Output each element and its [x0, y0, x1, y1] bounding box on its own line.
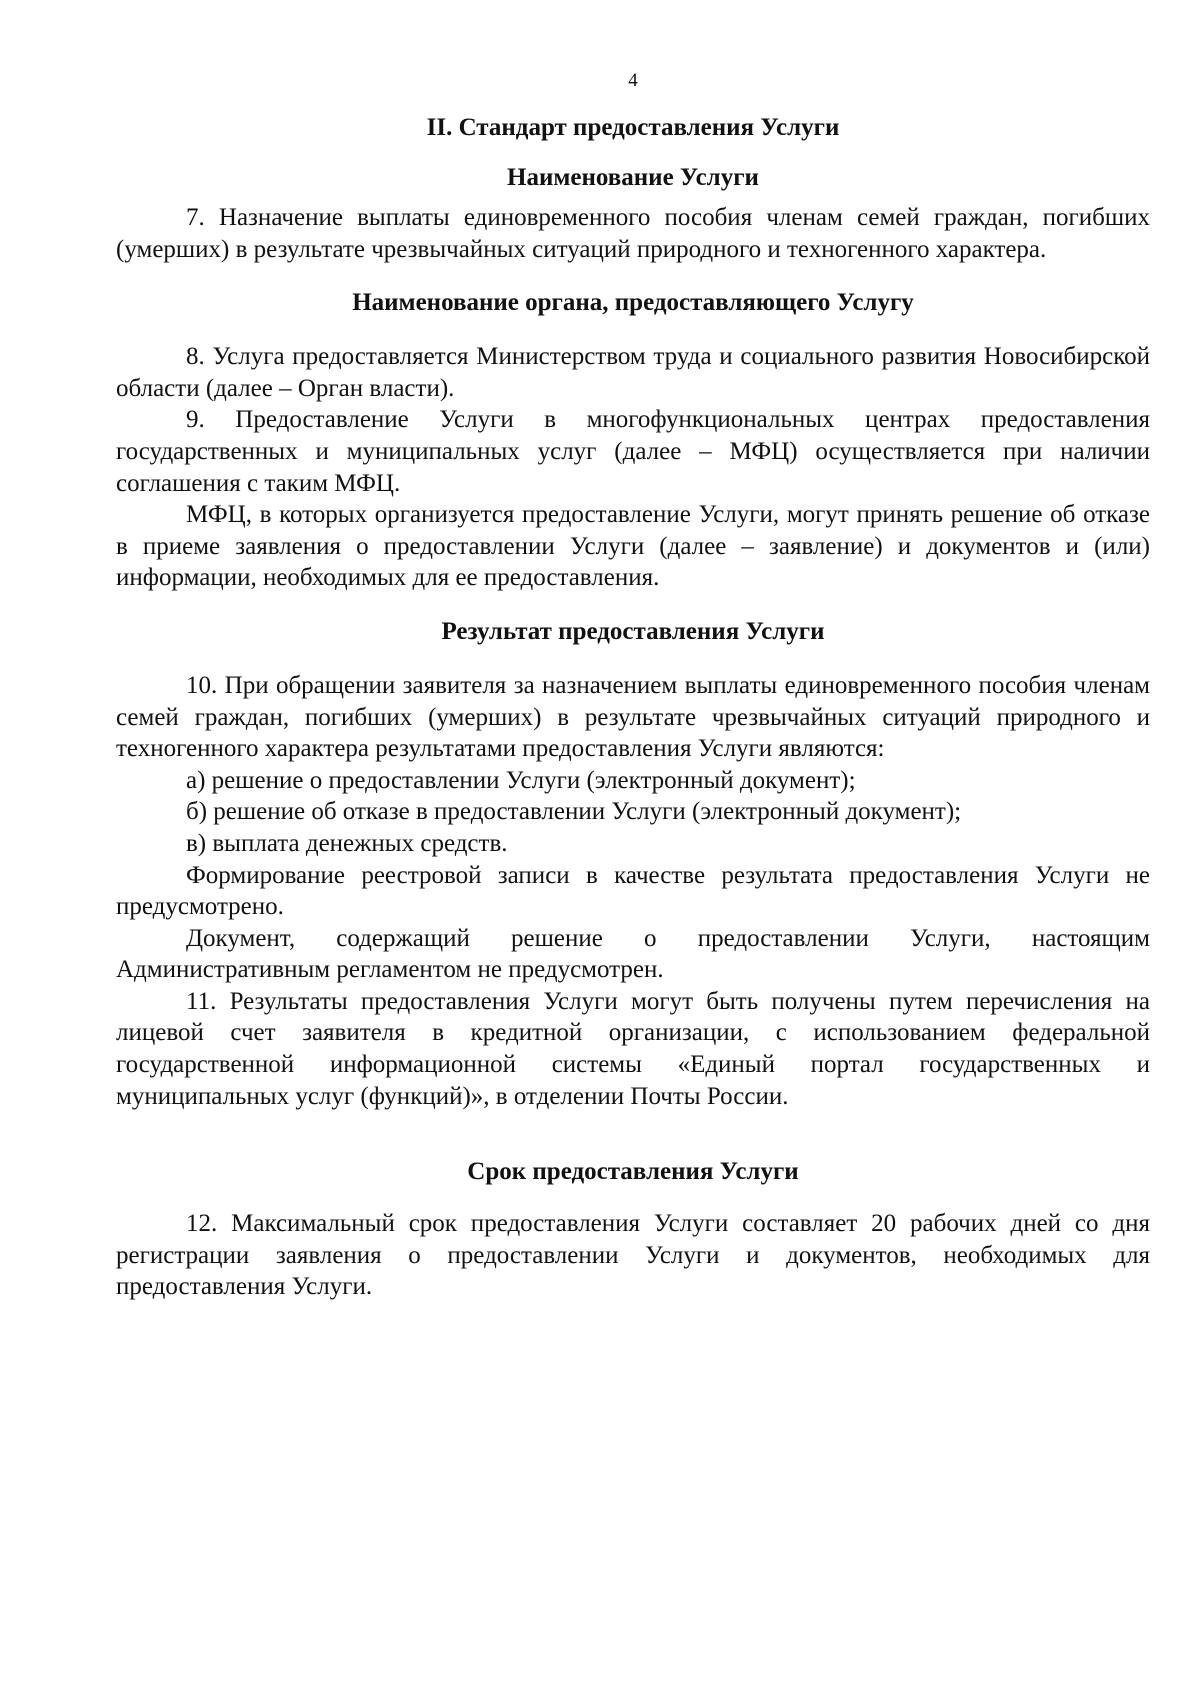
paragraph: МФЦ, в которых организуется предоставление Услуги, могут принять решение об отказе в приеме заявления о предоставлении Услуги (далее – заявление) и документов и (или) информации, необходимых для ее предоставления. [116, 501, 1150, 592]
section-title-result: Результат предоставления Услуги [441, 617, 825, 645]
chapter-title: II. Стандарт предоставления Услуги [426, 114, 840, 141]
page-number: 4 [628, 70, 638, 91]
paragraph: в) выплата денежных средств. [186, 829, 508, 857]
section-title-service-name: Наименование Услуги [507, 164, 759, 191]
paragraph: 11. Результаты предоставления Услуги могут быть получены путем перечисления на лицевой счет заявителя в кредитной организации, с использованием федеральной государственной информационной системы «Единый портал государственных и муниципальных услуг (функций)», в отделении Почты России. [116, 987, 1150, 1110]
paragraph: Формирование реестровой записи в качестве результата предоставления Услуги не предусмотрено. [116, 861, 1150, 921]
paragraph: 8. Услуга предоставляется Министерством труда и социального развития Новосибирской области (далее – Орган власти). [116, 343, 1150, 402]
section-title-term: Срок предоставления Услуги [467, 1158, 799, 1186]
paragraph: а) решение о предоставлении Услуги (электронный документ); [186, 766, 856, 794]
paragraph: 7. Назначение выплаты единовременного пособия членам семей граждан, погибших (умерших) в результате чрезвычайных ситуаций природного и техногенного характера. [116, 204, 1150, 263]
paragraph: 9. Предоставление Услуги в многофункциональных центрах предоставления государственных и муниципальных услуг (далее – МФЦ) осуществляется при наличии соглашения с таким МФЦ. [116, 406, 1150, 497]
paragraph: б) решение об отказе в предоставлении Услуги (электронный документ); [186, 798, 962, 826]
document-page [116, 70, 1150, 1303]
section-title-authority: Наименование органа, предоставляющего Услугу [352, 289, 914, 317]
paragraph: 10. При обращении заявителя за назначением выплаты единовременного пособия членам семей граждан, погибших (умерших) в результате чрезвычайных ситуаций природного и техногенного характера результатами предоставления Услуги являются: [116, 671, 1150, 763]
paragraph: 12. Максимальный срок предоставления Услуги составляет 20 рабочих дней со дня регистрации заявления о предоставлении Услуги и документов, необходимых для предоставления Услуги. [116, 1210, 1150, 1301]
paragraph: Документ, содержащий решение о предоставлении Услуги, настоящим Административным регламентом не предусмотрен. [116, 924, 1150, 984]
